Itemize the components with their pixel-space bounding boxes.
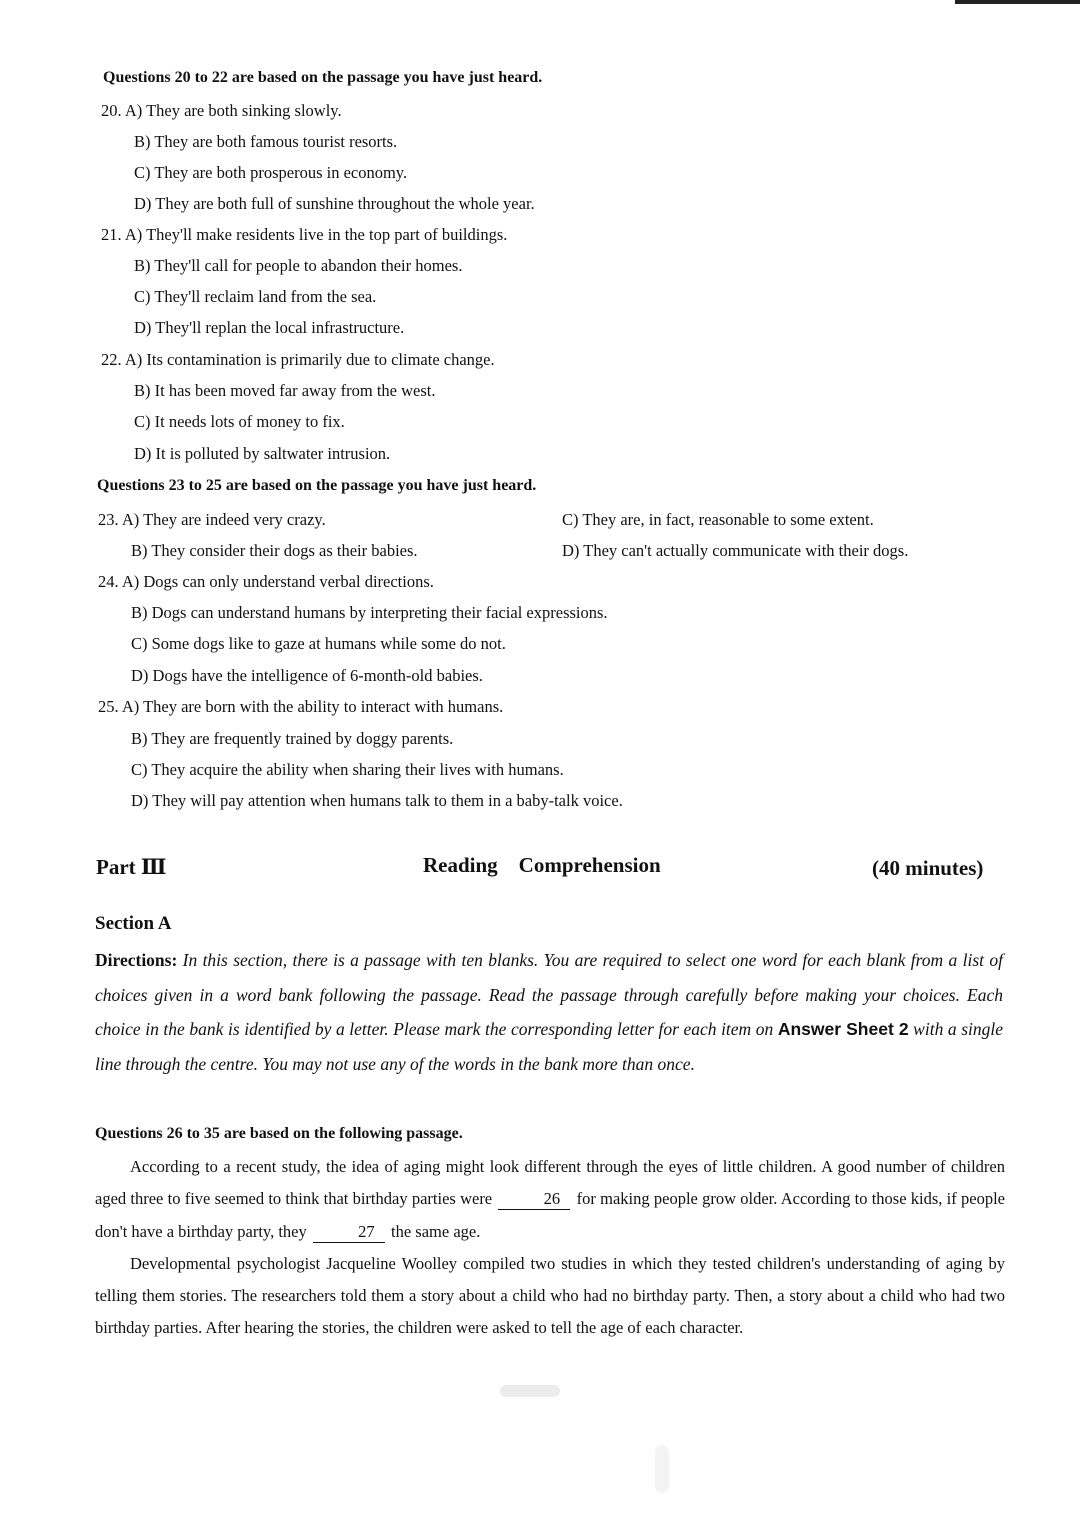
answer-sheet-ref: Answer Sheet 2 bbox=[777, 1019, 909, 1040]
question-21 bbox=[101, 225, 507, 245]
question-23-option-c: C) They are, in fact, reasonable to some extent. bbox=[562, 510, 874, 529]
section-title: Section A bbox=[95, 913, 172, 934]
question-22-option-c: C) It needs lots of money to fix. bbox=[134, 412, 345, 431]
question-23-option-b: B) They consider their dogs as their babies. bbox=[131, 541, 418, 560]
p1-text-a: According to a recent study, the idea of aging might look different through the eyes of little children. A good number of children aged three to five seemed to think that birthday parties were bbox=[95, 1157, 1005, 1209]
passage-paragraph-1 bbox=[95, 1151, 1005, 1248]
passage-paragraph-2: Developmental psychologist Jacqueline Woolley compiled two studies in which they tested children's understanding of aging by telling them stories. The researchers told them a story about a child who had no birthday party. Then, a story about a child who had two birthday parties. After hearing the stories, the children were asked to tell the age of each character. bbox=[95, 1253, 1005, 1338]
p1-text-b: for making people grow older. According to those kids, if people don't have a birthday party, they bbox=[95, 1189, 1005, 1241]
question-25-option-c: C) They acquire the ability when sharing their lives with humans. bbox=[131, 760, 564, 779]
question-21-option-b: B) They'll call for people to abandon their homes. bbox=[134, 256, 463, 275]
question-20-option-c: C) They are both prosperous in economy. bbox=[134, 163, 408, 182]
question-25-option-d: D) They will pay attention when humans talk to them in a baby-talk voice. bbox=[131, 791, 623, 810]
question-group-heading-20-22: Questions 20 to 22 are based on the passage you have just heard. bbox=[103, 69, 543, 86]
question-number: 24. bbox=[98, 572, 119, 591]
question-23 bbox=[98, 510, 326, 530]
question-number: 22. bbox=[101, 350, 122, 369]
blank-27: 27 bbox=[313, 1222, 385, 1243]
scan-smudge bbox=[500, 1385, 560, 1397]
option-a: A) Dogs can only understand verbal directions. bbox=[121, 572, 434, 591]
option-a: A) They are born with the ability to interact with humans. bbox=[121, 697, 504, 716]
question-22-option-d: D) It is polluted by saltwater intrusion. bbox=[134, 444, 391, 463]
directions-text-1: In this section, there is a passage with ten blanks. You are required to select one word for each blank from a list of choices given in a word bank following the passage. Read the passage through carefully before making your choices. Each choice in the bank is identified by a letter. Please mark the corresponding letter for each item on bbox=[95, 950, 1003, 1040]
question-number: 25. bbox=[98, 697, 119, 716]
part-label: Part Ⅲ bbox=[96, 855, 167, 879]
option-a: A) They are both sinking slowly. bbox=[124, 101, 342, 120]
reading-passage bbox=[95, 1151, 1005, 1345]
p1-text-c: the same age. bbox=[386, 1221, 481, 1241]
question-number: 21. bbox=[101, 225, 122, 244]
part-time: (40 minutes) bbox=[872, 856, 984, 880]
question-23-option-d: D) They can't actually communicate with their dogs. bbox=[562, 541, 909, 560]
question-20-option-d: D) They are both full of sunshine throughout the whole year. bbox=[134, 194, 535, 213]
question-24-option-c: C) Some dogs like to gaze at humans while some do not. bbox=[131, 634, 506, 653]
question-22-option-b: B) It has been moved far away from the west. bbox=[134, 381, 436, 400]
question-21-option-d: D) They'll replan the local infrastructure. bbox=[134, 318, 405, 337]
question-24-option-b: B) Dogs can understand humans by interpreting their facial expressions. bbox=[131, 603, 608, 622]
directions-label: Directions: bbox=[95, 950, 178, 970]
question-22 bbox=[101, 350, 495, 370]
blank-26: 26 bbox=[498, 1189, 570, 1210]
directions bbox=[95, 943, 1003, 1082]
part-title: Reading Comprehension bbox=[423, 853, 661, 877]
question-21-option-c: C) They'll reclaim land from the sea. bbox=[134, 287, 377, 306]
question-20 bbox=[101, 101, 342, 121]
option-a: A) They are indeed very crazy. bbox=[121, 510, 326, 529]
option-a: A) They'll make residents live in the top part of buildings. bbox=[124, 225, 508, 244]
question-25 bbox=[98, 697, 503, 717]
scan-smudge bbox=[655, 1445, 669, 1493]
question-24-option-d: D) Dogs have the intelligence of 6-month-old babies. bbox=[131, 666, 483, 685]
question-25-option-b: B) They are frequently trained by doggy parents. bbox=[131, 729, 454, 748]
question-number: 20. bbox=[101, 101, 122, 120]
question-24 bbox=[98, 572, 434, 592]
question-20-option-b: B) They are both famous tourist resorts. bbox=[134, 132, 398, 151]
directions-text-2: with a single line through the centre. You may not use any of the words in the bank more than once. bbox=[95, 1019, 1004, 1075]
question-group-heading-23-25: Questions 23 to 25 are based on the passage you have just heard. bbox=[97, 477, 537, 494]
question-number: 23. bbox=[98, 510, 119, 529]
question-group-heading-26-35: Questions 26 to 35 are based on the following passage. bbox=[95, 1125, 463, 1142]
option-a: A) Its contamination is primarily due to climate change. bbox=[124, 350, 495, 369]
